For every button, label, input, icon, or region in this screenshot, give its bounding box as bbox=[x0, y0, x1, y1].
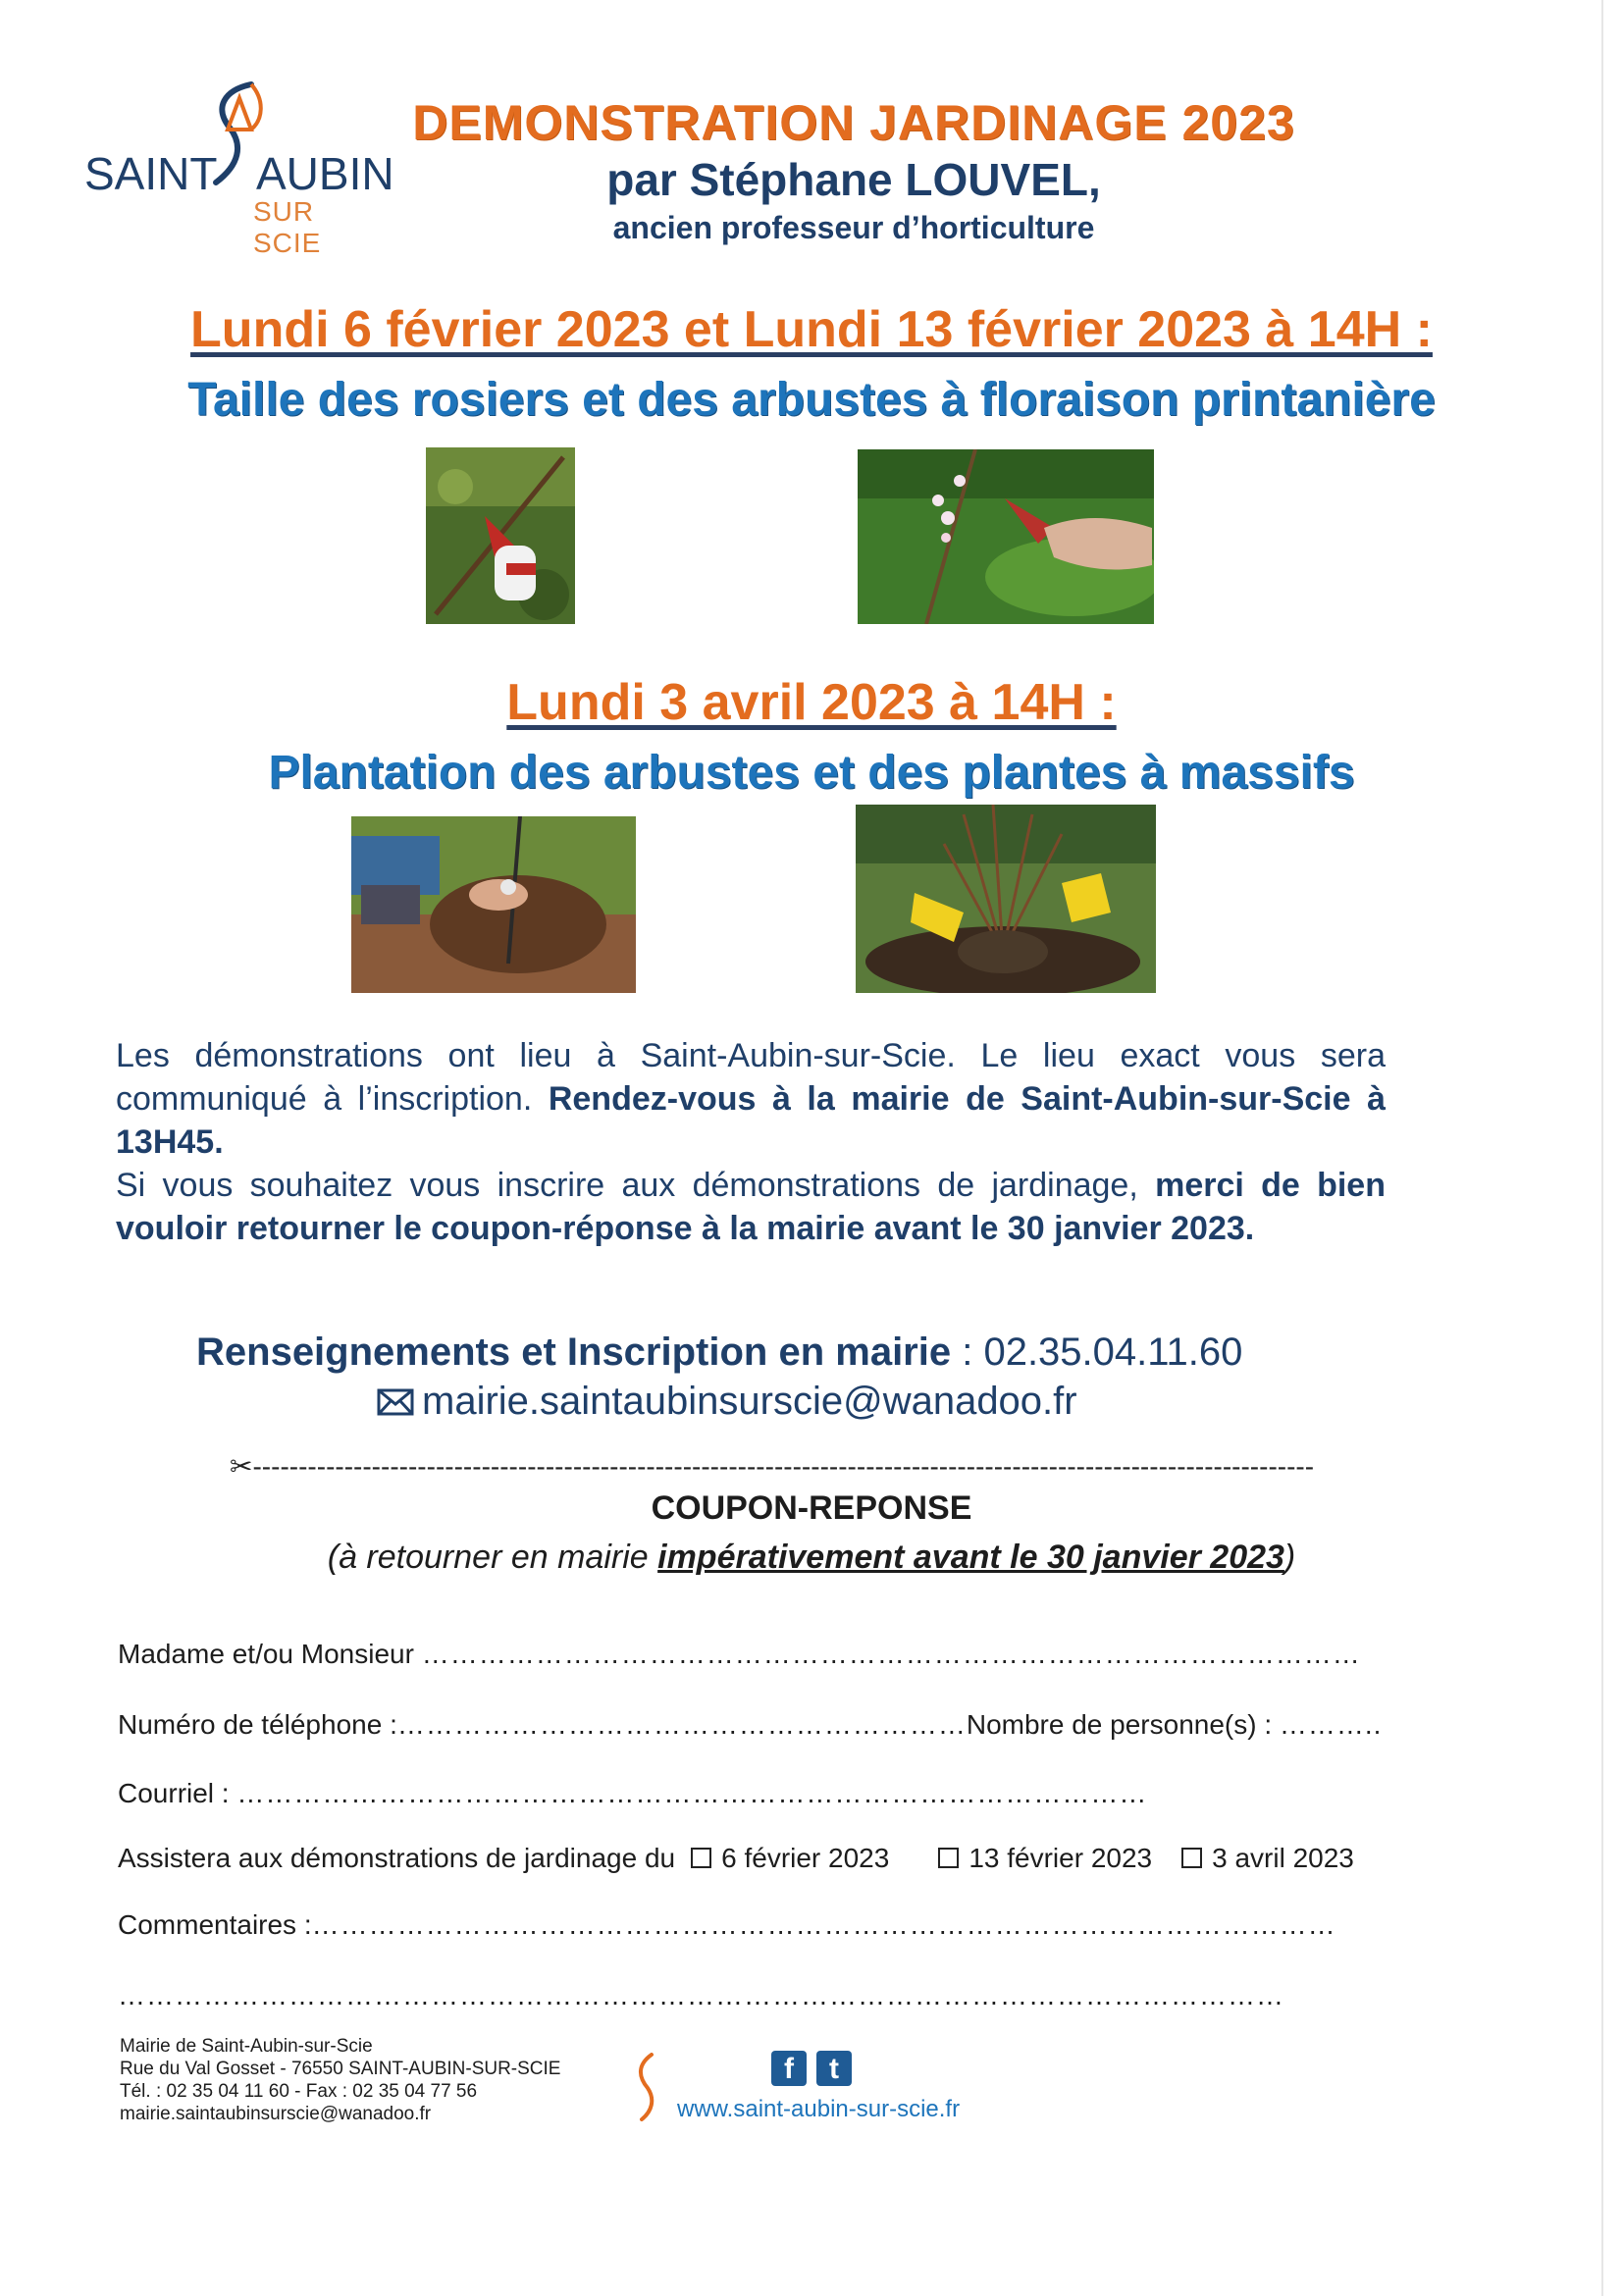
phone-label: Numéro de téléphone : bbox=[118, 1709, 397, 1740]
form-row-comments-continued[interactable] bbox=[118, 1980, 1284, 2011]
checkbox-6-fevrier[interactable] bbox=[691, 1848, 711, 1868]
session1-topic-row bbox=[0, 373, 1623, 427]
checkbox-3-avril[interactable] bbox=[1181, 1848, 1202, 1868]
coupon-note-deadline: impérativement avant le 30 janvier 2023 bbox=[657, 1539, 1284, 1576]
footer-line-4: mairie.saintaubinsurscie@wanadoo.fr bbox=[120, 2104, 432, 2124]
footer-line-1: Mairie de Saint-Aubin-sur-Scie bbox=[120, 2036, 373, 2057]
scissors-icon: ✂ bbox=[230, 1451, 253, 1482]
session1-date: Lundi 6 février 2023 et Lundi 13 février 2023 à 14H : bbox=[190, 301, 1433, 358]
email-label: Courriel : bbox=[118, 1778, 237, 1808]
session2-topic-row bbox=[0, 746, 1623, 800]
footer-line-2: Rue du Val Gosset - 76550 SAINT-AUBIN-SUR-SCIE bbox=[120, 2059, 561, 2079]
footer-s-logo-icon bbox=[634, 2053, 659, 2121]
form-row-email bbox=[118, 1778, 1147, 1809]
session2-topic: Plantation des arbustes et des plantes à massifs bbox=[268, 747, 1355, 799]
phone-field[interactable]: …………………………………………………… bbox=[396, 1709, 967, 1740]
logo-saint-text: SAINT bbox=[84, 148, 218, 199]
page-subtitle: par Stéphane LOUVEL, bbox=[606, 154, 1101, 205]
session2-date-row bbox=[0, 673, 1623, 732]
photo-pruning-branch bbox=[858, 449, 1154, 624]
contact-line bbox=[196, 1331, 1242, 1375]
form-row-comments bbox=[118, 1909, 1336, 1941]
coupon-note-end: ) bbox=[1283, 1539, 1296, 1576]
info-paragraph-registration bbox=[116, 1164, 1386, 1250]
form-row-attendance bbox=[118, 1843, 1354, 1874]
comments-label: Commentaires : bbox=[118, 1909, 312, 1940]
contact-phone[interactable]: : 02.35.04.11.60 bbox=[951, 1331, 1243, 1374]
twitter-icon[interactable]: t bbox=[816, 2051, 852, 2086]
footer-address bbox=[120, 2035, 560, 2125]
session1-date-row bbox=[0, 300, 1623, 359]
footer-line-3: Tél. : 02 35 04 11 60 - Fax : 02 35 04 77 56 bbox=[120, 2081, 478, 2102]
option-3-avril: 3 avril 2023 bbox=[1212, 1843, 1354, 1873]
info-paragraph-location bbox=[116, 1034, 1386, 1164]
facebook-icon[interactable]: f bbox=[771, 2051, 807, 2086]
persons-field[interactable]: ……….. bbox=[1279, 1709, 1383, 1740]
page-subtitle-role: ancien professeur d’horticulture bbox=[612, 210, 1095, 245]
info-registration-text: Si vous souhaitez vous inscrire aux démonstrations de jardinage, bbox=[116, 1167, 1156, 1204]
photo-planting-hole bbox=[351, 816, 636, 993]
logo-sub-text: SUR SCIE bbox=[253, 196, 322, 258]
option-6-fevrier: 6 février 2023 bbox=[721, 1843, 890, 1873]
contact-email[interactable]: mairie.saintaubinsurscie@wanadoo.fr bbox=[422, 1380, 1077, 1423]
page-title: DEMONSTRATION JARDINAGE 2023 bbox=[412, 95, 1295, 150]
website-link[interactable]: www.saint-aubin-sur-scie.fr bbox=[677, 2096, 961, 2122]
name-label: Madame et/ou Monsieur bbox=[118, 1639, 422, 1669]
comments-field-line2[interactable]: …………………………………………………………………………………………………………… bbox=[118, 1980, 1284, 2010]
form-row-name bbox=[118, 1639, 1361, 1670]
name-field[interactable]: ……………………………………………………………………………………… bbox=[421, 1639, 1361, 1669]
photo-planting-shrub bbox=[856, 805, 1156, 993]
coupon-title: COUPON-REPONSE bbox=[651, 1489, 972, 1527]
coupon-note bbox=[0, 1539, 1623, 1577]
logo-aubin-text: AUBIN bbox=[256, 148, 394, 199]
option-13-fevrier: 13 février 2023 bbox=[969, 1843, 1153, 1873]
form-row-phone bbox=[118, 1709, 1382, 1741]
photo-pruning-closeup bbox=[426, 447, 575, 624]
comments-field[interactable]: ……………………………………………………………………………………………… bbox=[311, 1909, 1336, 1940]
checkbox-13-fevrier[interactable] bbox=[938, 1848, 959, 1868]
info-deadline-text: merci de bien vouloir retourner le coupon-réponse à la mairie avant le 30 janvier 2023. bbox=[116, 1167, 1386, 1247]
coupon-note-start: (à retourner en mairie bbox=[327, 1539, 658, 1576]
session2-date: Lundi 3 avril 2023 à 14H : bbox=[506, 674, 1117, 731]
envelope-icon bbox=[377, 1388, 414, 1416]
cut-line bbox=[230, 1450, 1314, 1483]
info-location-text: Les démonstrations ont lieu à Saint-Aubin-sur-Scie. Le lieu exact vous sera communiqué à l’inscription. bbox=[116, 1037, 1386, 1118]
persons-label: Nombre de personne(s) : bbox=[966, 1709, 1280, 1740]
session1-topic: Taille des rosiers et des arbustes à floraison printanière bbox=[187, 374, 1436, 426]
contact-label: Renseignements et Inscription en mairie bbox=[196, 1331, 952, 1374]
email-field[interactable]: …………………………………………………………………………………… bbox=[236, 1778, 1148, 1808]
contact-email-line bbox=[377, 1380, 1077, 1424]
attend-label: Assistera aux démonstrations de jardinage du bbox=[118, 1843, 676, 1873]
info-meeting-text: Rendez-vous à la mairie de Saint-Aubin-sur-Scie à 13H45. bbox=[116, 1080, 1386, 1161]
social-links bbox=[771, 2051, 862, 2086]
cut-dashes: -------------------------------------------------------------------------------------------------------------------- bbox=[252, 1451, 1315, 1482]
